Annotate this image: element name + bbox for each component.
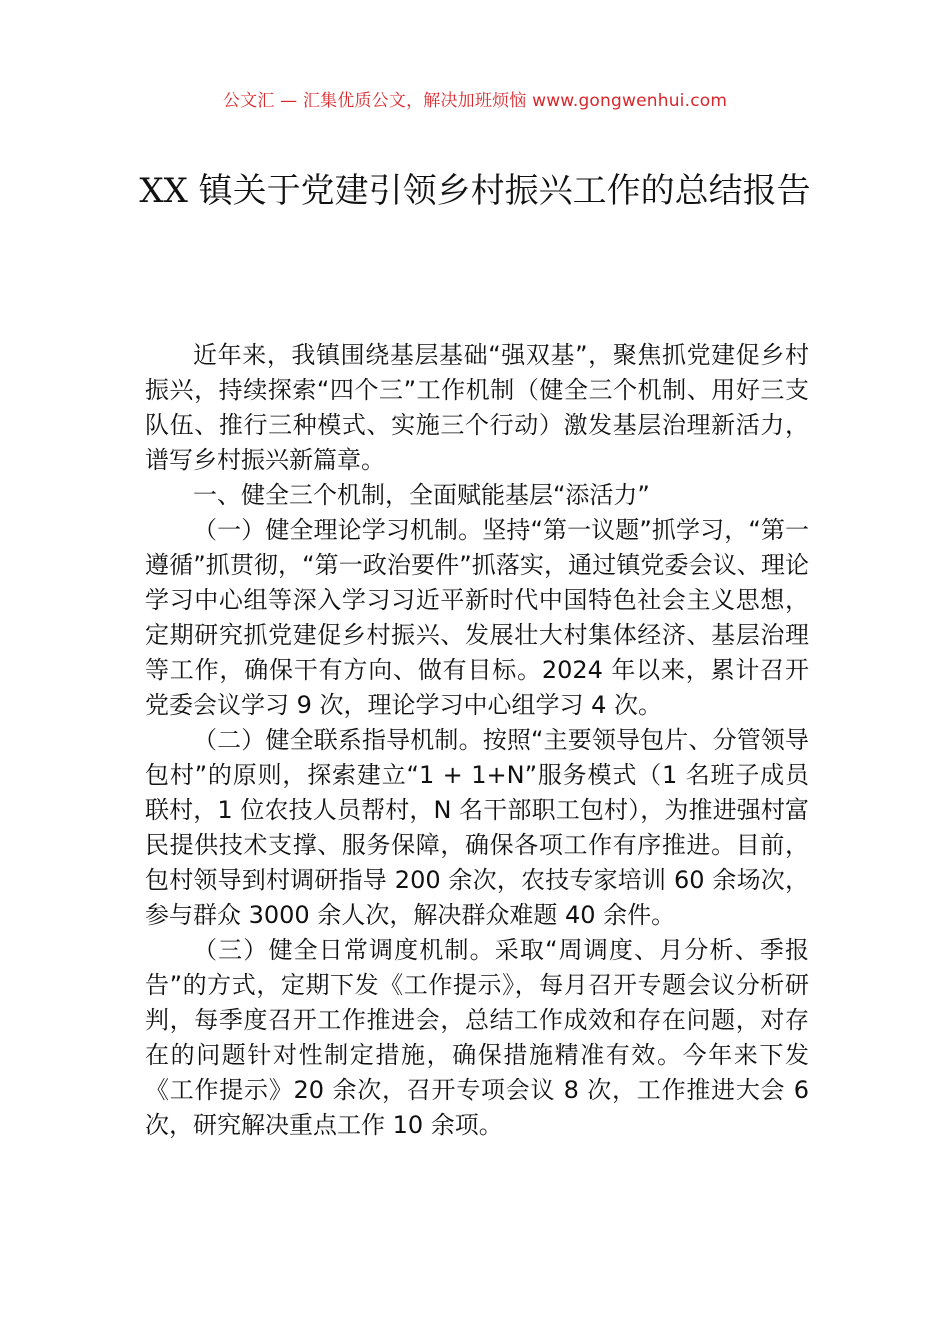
header-banner[interactable]: 公文汇 — 汇集优质公文，解决加班烦恼 www.gongwenhui.com [222,91,728,111]
document-body [145,338,809,1143]
body-paragraph: （一）健全理论学习机制。坚持“第一议题”抓学习，“第一遵循”抓贯彻，“第一政治要件”抓落实，通过镇党委会议、理论学习中心组等深入学习习近平新时代中国特色社会主义思想，定期研究抓党建促乡村振兴、发展壮大村集体经济、基层治理等工作，确保干有方向、做有目标。2024 年以来，累计召开党委会议学习 9 次，理论学习中心组学习 4 次。 [145,516,809,719]
section-heading: 一、健全三个机制，全面赋能基层“添活力” [193,481,650,509]
body-paragraph: （二）健全联系指导机制。按照“主要领导包片、分管领导包村”的原则，探索建立“1 + 1+N”服务模式（1 名班子成员联村，1 位农技人员帮村，N 名干部职工包村），为推进强村富民提供技术支撑、服务保障，确保各项工作有序推进。目前，包村领导到村调研指导 200 余次，农技专家培训 60 余场次，参与群众 3000 余人次，解决群众难题 40 余件。 [145,726,809,929]
document-title: XX 镇关于党建引领乡村振兴工作的总结报告 [139,171,811,211]
body-paragraph: （三）健全日常调度机制。采取“周调度、月分析、季报告”的方式，定期下发《工作提示》，每月召开专题会议分析研判，每季度召开工作推进会，总结工作成效和存在问题，对存在的问题针对性制定措施，确保措施精准有效。今年来下发《工作提示》20 余次，召开专项会议 8 次，工作推进大会 6 次，研究解决重点工作 10 余项。 [145,936,809,1139]
intro-paragraph: 近年来，我镇围绕基层基础“强双基”，聚焦抓党建促乡村振兴，持续探索“四个三”工作机制（健全三个机制、用好三支队伍、推行三种模式、实施三个行动）激发基层治理新活力，谱写乡村振兴新篇章。 [145,341,809,474]
